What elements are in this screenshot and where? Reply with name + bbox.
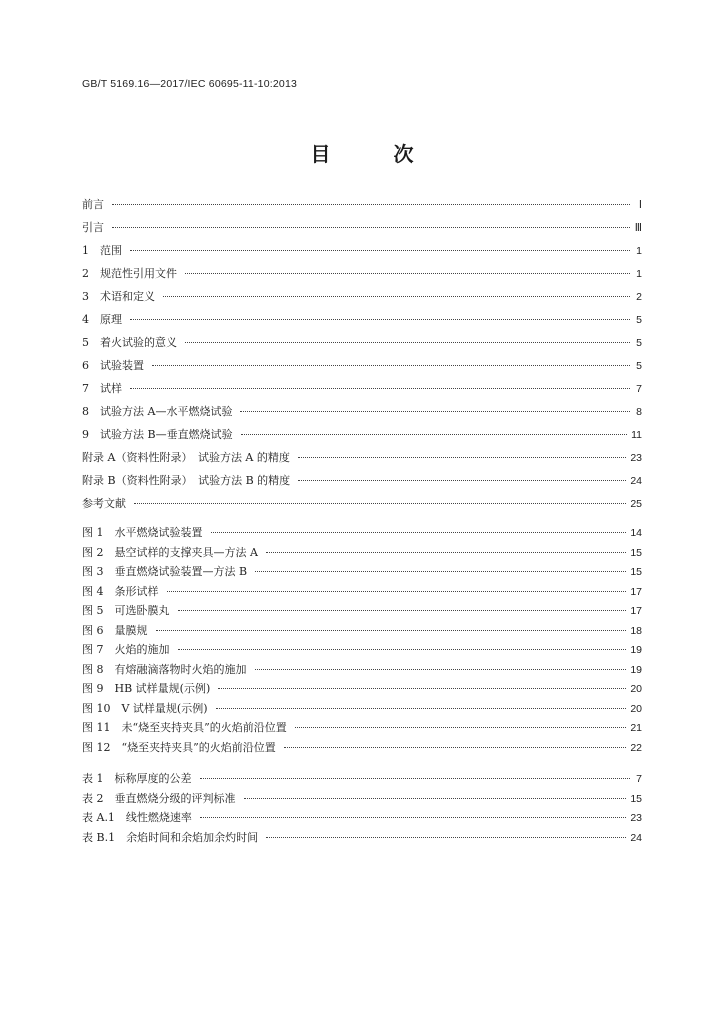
toc-entry-page: 5 <box>636 314 642 326</box>
toc-entry[interactable] <box>82 426 642 449</box>
dot-leader <box>255 571 626 572</box>
figure-entry-label: 图 11 未“烧至夹持夹具”的火焰前沿位置 <box>82 721 287 734</box>
table-entry-label: 表 A.1 线性燃烧速率 <box>82 811 192 824</box>
figure-entry[interactable] <box>82 700 642 720</box>
figure-entry[interactable] <box>82 524 642 544</box>
figure-entry[interactable] <box>82 719 642 739</box>
toc-contents <box>82 196 642 518</box>
dot-leader <box>200 817 626 818</box>
toc-entry-page: Ⅲ <box>634 222 642 234</box>
toc-entry[interactable] <box>82 196 642 219</box>
dot-leader <box>240 411 630 412</box>
table-entry[interactable] <box>82 770 642 790</box>
toc-figures <box>82 524 642 758</box>
figure-entry-label: 图 1 水平燃烧试验装置 <box>82 526 203 539</box>
toc-entry-page: 11 <box>631 429 642 441</box>
toc-entry-label: 3 术语和定义 <box>82 290 155 303</box>
toc-entry-label: 5 着火试验的意义 <box>82 336 177 349</box>
dot-leader <box>241 434 628 435</box>
dot-leader <box>266 837 626 838</box>
figure-entry[interactable] <box>82 641 642 661</box>
toc-entry-label: 9 试验方法 B—垂直燃烧试验 <box>82 428 233 441</box>
table-entry-page: 15 <box>630 792 642 805</box>
toc-entry[interactable] <box>82 288 642 311</box>
figure-entry-label: 图 10 V 试样量规(示例) <box>82 701 208 715</box>
toc-entry[interactable] <box>82 242 642 265</box>
dot-leader <box>112 227 630 228</box>
toc-entry-label: 前言 <box>82 198 104 211</box>
dot-leader <box>130 319 630 320</box>
figure-entry-label: 图 4 条形试样 <box>82 584 159 598</box>
toc-entry[interactable] <box>82 380 642 403</box>
figure-entry[interactable] <box>82 739 642 759</box>
toc-entry-label: 6 试验装置 <box>82 359 144 372</box>
toc-entry[interactable] <box>82 357 642 380</box>
table-entry-page: 23 <box>630 812 642 824</box>
dot-leader <box>284 747 627 748</box>
figure-entry-label: 图 9 HB 试样量规(示例) <box>82 682 211 695</box>
toc-entry[interactable] <box>82 495 642 518</box>
figure-entry-page: 19 <box>630 644 642 656</box>
toc-entry-page: 1 <box>636 245 642 257</box>
toc-entry-label: 8 试验方法 A—水平燃烧试验 <box>82 405 233 418</box>
toc-entry-page: 5 <box>636 337 642 349</box>
figure-entry-page: 14 <box>630 527 642 539</box>
toc-entry-label: 7 试样 <box>82 382 122 395</box>
dot-leader <box>167 591 627 592</box>
table-entry[interactable] <box>82 809 642 829</box>
dot-leader <box>266 552 626 553</box>
figure-entry-page: 15 <box>630 546 642 559</box>
toc-entry[interactable] <box>82 472 642 495</box>
figure-entry-page: 18 <box>630 624 642 637</box>
figure-entry[interactable] <box>82 680 642 700</box>
table-entry-page: 24 <box>630 831 642 844</box>
dot-leader <box>185 273 630 274</box>
toc-entry-page: 8 <box>636 406 642 418</box>
page-title: 目 次 <box>310 142 442 166</box>
toc-entry-label: 参考文献 <box>82 497 126 510</box>
figure-entry-label: 图 2 悬空试样的支撑夹具—方法 A <box>82 545 258 559</box>
figure-entry[interactable] <box>82 563 642 583</box>
toc-entry-page: 5 <box>636 360 642 372</box>
toc-entry[interactable] <box>82 403 642 426</box>
dot-leader <box>163 296 630 297</box>
figure-entry-page: 20 <box>630 702 642 715</box>
standard-code: GB/T 5169.16—2017/IEC 60695-11-10:2013 <box>82 78 298 90</box>
table-entry[interactable] <box>82 790 642 810</box>
figure-entry-label: 图 6 量膜规 <box>82 623 148 637</box>
table-entry[interactable] <box>82 829 642 849</box>
dot-leader <box>156 630 627 631</box>
dot-leader <box>152 365 630 366</box>
dot-leader <box>255 669 627 670</box>
toc-entry-label: 附录 B（资料性附录） 试验方法 B 的精度 <box>82 474 291 487</box>
dot-leader <box>211 532 627 533</box>
table-entry-page: 7 <box>636 773 642 785</box>
figure-entry-page: 19 <box>630 663 642 676</box>
figure-entry-label: 图 7 火焰的施加 <box>82 643 170 656</box>
toc-tables <box>82 770 642 848</box>
toc-entry[interactable] <box>82 265 642 288</box>
toc-entry[interactable] <box>82 311 642 334</box>
table-entry-label: 表 B.1 余焰时间和余焰加余灼时间 <box>82 830 259 844</box>
dot-leader <box>298 480 626 481</box>
dot-leader <box>298 457 626 458</box>
figure-entry-page: 22 <box>630 741 642 754</box>
toc-entry-page: 23 <box>630 452 642 464</box>
toc-entry-label: 附录 A（资料性附录） 试验方法 A 的精度 <box>82 451 290 464</box>
figure-entry[interactable] <box>82 544 642 564</box>
figure-entry-page: 17 <box>630 605 642 617</box>
figure-entry[interactable] <box>82 622 642 642</box>
figure-entry[interactable] <box>82 583 642 603</box>
dot-leader <box>218 688 626 689</box>
dot-leader <box>200 778 631 779</box>
figure-entry-label: 图 12 “烧至夹持夹具”的火焰前沿位置 <box>82 740 276 754</box>
figure-entry-page: 21 <box>630 722 642 734</box>
toc-entry-label: 4 原理 <box>82 313 122 326</box>
dot-leader <box>295 727 627 728</box>
figure-entry-label: 图 5 可选卧膜丸 <box>82 604 170 617</box>
toc-entry-page: 7 <box>636 383 642 395</box>
figure-entry[interactable] <box>82 602 642 622</box>
toc-entry-page: 25 <box>630 498 642 510</box>
toc-entry[interactable] <box>82 334 642 357</box>
figure-entry-label: 图 3 垂直燃烧试验装置—方法 B <box>82 565 248 578</box>
figure-entry[interactable] <box>82 661 642 681</box>
dot-leader <box>130 388 630 389</box>
toc-entry-page: 1 <box>636 268 642 280</box>
toc-entry-page: 24 <box>630 475 642 487</box>
toc-entry[interactable] <box>82 219 642 242</box>
toc-entry-label: 2 规范性引用文件 <box>82 267 177 280</box>
dot-leader <box>185 342 630 343</box>
dot-leader <box>130 250 630 251</box>
toc-entry-label: 1 范围 <box>82 244 122 257</box>
figure-entry-page: 17 <box>630 585 642 598</box>
dot-leader <box>178 649 627 650</box>
dot-leader <box>178 610 627 611</box>
figure-entry-label: 图 8 有熔融滴落物时火焰的施加 <box>82 662 247 676</box>
toc-entry-page: Ⅰ <box>638 199 642 211</box>
dot-leader <box>244 798 627 799</box>
toc-entry-label: 引言 <box>82 221 104 234</box>
figure-entry-page: 20 <box>630 683 642 695</box>
dot-leader <box>216 708 627 709</box>
toc-entry-page: 2 <box>636 291 642 303</box>
dot-leader <box>112 204 630 205</box>
toc-entry[interactable] <box>82 449 642 472</box>
table-entry-label: 表 1 标称厚度的公差 <box>82 772 192 785</box>
table-entry-label: 表 2 垂直燃烧分级的评判标准 <box>82 791 236 805</box>
dot-leader <box>134 503 626 504</box>
figure-entry-page: 15 <box>630 566 642 578</box>
